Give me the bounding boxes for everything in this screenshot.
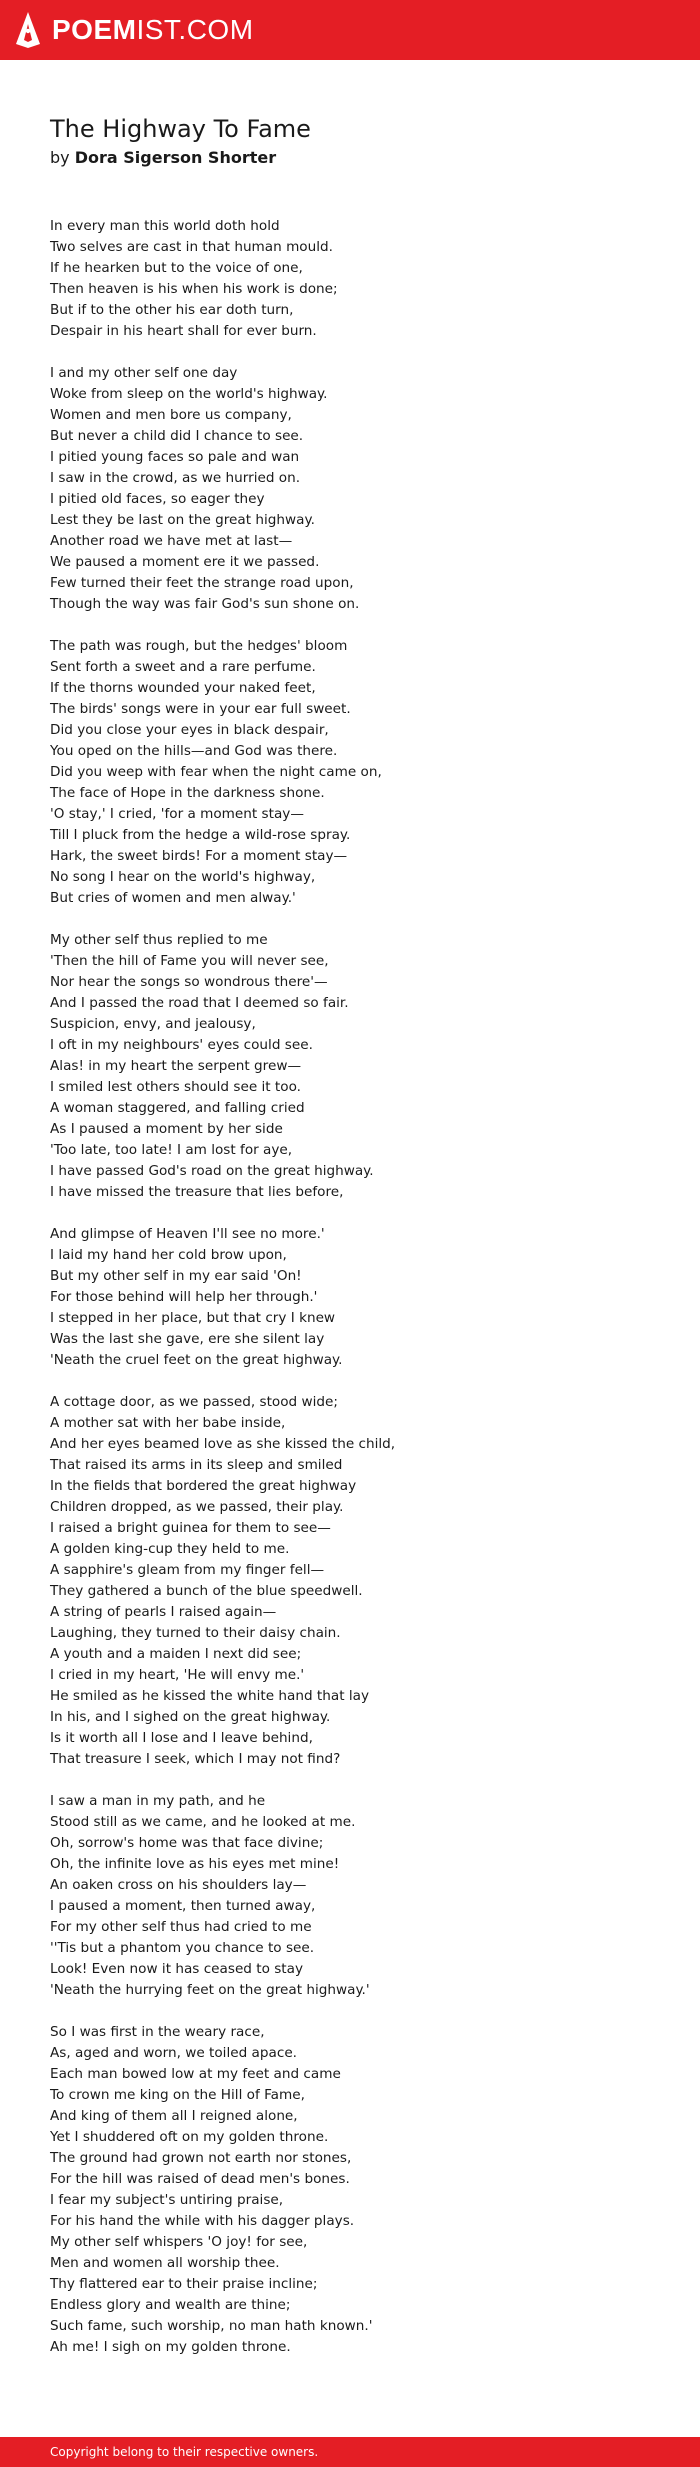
stanza — [50, 1791, 650, 2001]
poem-line: In every man this world doth hold — [50, 218, 280, 234]
poem-line: 'O stay,' I cried, 'for a moment stay— — [50, 806, 304, 822]
stanza — [50, 1392, 650, 1770]
poem-line: ''Tis but a phantom you chance to see. — [50, 1940, 315, 1956]
poem-line: Children dropped, as we passed, their play. — [50, 1499, 344, 1515]
poem-line: You oped on the hills—and God was there. — [50, 743, 338, 759]
poem-line: And glimpse of Heaven I'll see no more.' — [50, 1226, 325, 1242]
poem-line: The face of Hope in the darkness shone. — [50, 785, 325, 801]
poem-line: Though the way was fair God's sun shone on. — [50, 596, 360, 612]
poem-line: Till I pluck from the hedge a wild-rose spray. — [50, 827, 351, 843]
poem-line: That raised its arms in its sleep and smiled — [50, 1457, 343, 1473]
poem-line: Woke from sleep on the world's highway. — [50, 386, 328, 402]
poem-line: Each man bowed low at my feet and came — [50, 2066, 341, 2082]
footer — [0, 2437, 700, 2467]
poem-line: A youth and a maiden I next did see; — [50, 1646, 302, 1662]
stanza — [50, 636, 650, 909]
poem-line: A sapphire's gleam from my finger fell— — [50, 1562, 325, 1578]
poem-line: If he hearken but to the voice of one, — [50, 260, 303, 276]
stanza — [50, 363, 650, 615]
poem-line: For the hill was raised of dead men's bones. — [50, 2171, 350, 2187]
poem-line: For those behind will help her through.' — [50, 1289, 318, 1305]
poem-body — [50, 216, 650, 2358]
logo-text-light: IST.COM — [136, 14, 254, 45]
poem-line: I fear my subject's untiring praise, — [50, 2192, 284, 2208]
poem-line: A woman staggered, and falling cried — [50, 1100, 305, 1116]
by-label: by — [50, 148, 70, 167]
poem-line: Nor hear the songs so wondrous there'— — [50, 974, 328, 990]
poem-line: An oaken cross on his shoulders lay— — [50, 1877, 307, 1893]
stanza — [50, 2022, 650, 2358]
poem-line: Is it worth all I lose and I leave behind, — [50, 1730, 313, 1746]
poem-line: Stood still as we came, and he looked at me. — [50, 1814, 356, 1830]
poem-line: But if to the other his ear doth turn, — [50, 302, 294, 318]
poem-line: Lest they be last on the great highway. — [50, 512, 315, 528]
poem-line: He smiled as he kissed the white hand that lay — [50, 1688, 370, 1704]
poem-line: Look! Even now it has ceased to stay — [50, 1961, 304, 1977]
poem-line: 'Then the hill of Fame you will never see, — [50, 953, 329, 969]
poem-line: The path was rough, but the hedges' bloom — [50, 638, 348, 654]
poem-line: Yet I shuddered oft on my golden throne. — [50, 2129, 329, 2145]
poem-line: I paused a moment, then turned away, — [50, 1898, 316, 1914]
top-bar — [0, 0, 700, 60]
poem-line: And king of them all I reigned alone, — [50, 2108, 298, 2124]
poem-line: As, aged and worn, we toiled apace. — [50, 2045, 297, 2061]
poem-line: Two selves are cast in that human mould. — [50, 239, 333, 255]
poem-content — [50, 113, 650, 2379]
poem-line: In the fields that bordered the great highway — [50, 1478, 357, 1494]
stanza — [50, 1224, 650, 1371]
poem-line: Such fame, such worship, no man hath known.' — [50, 2318, 373, 2334]
poem-line: I pitied young faces so pale and wan — [50, 449, 300, 465]
poem-line: Was the last she gave, ere she silent lay — [50, 1331, 325, 1347]
poem-line: Endless glory and wealth are thine; — [50, 2297, 291, 2313]
poem-line: No song I hear on the world's highway, — [50, 869, 316, 885]
poem-line: I have missed the treasure that lies before, — [50, 1184, 344, 1200]
poem-line: To crown me king on the Hill of Fame, — [50, 2087, 305, 2103]
poem-line: They gathered a bunch of the blue speedwell. — [50, 1583, 363, 1599]
poem-line: Then heaven is his when his work is done; — [50, 281, 338, 297]
poem-line: I laid my hand her cold brow upon, — [50, 1247, 287, 1263]
poem-line: My other self whispers 'O joy! for see, — [50, 2234, 308, 2250]
poem-line: A mother sat with her babe inside, — [50, 1415, 286, 1431]
poem-line: A golden king-cup they held to me. — [50, 1541, 290, 1557]
poem-line: But my other self in my ear said 'On! — [50, 1268, 302, 1284]
poem-line: I and my other self one day — [50, 365, 238, 381]
poem-line: Alas! in my heart the serpent grew— — [50, 1058, 302, 1074]
poem-line: I saw in the crowd, as we hurried on. — [50, 470, 301, 486]
poem-line: That treasure I seek, which I may not find? — [50, 1751, 341, 1767]
poem-title: The Highway To Fame — [50, 115, 311, 143]
poem-line: As I paused a moment by her side — [50, 1121, 283, 1137]
poem-line: A cottage door, as we passed, stood wide; — [50, 1394, 338, 1410]
stanza — [50, 216, 650, 342]
poem-line: The ground had grown not earth nor stones, — [50, 2150, 352, 2166]
poem-line: Another road we have met at last— — [50, 533, 293, 549]
poem-line: Hark, the sweet birds! For a moment stay— — [50, 848, 348, 864]
poem-line: Oh, sorrow's home was that face divine; — [50, 1835, 324, 1851]
copyright-text: Copyright belong to their respective owners. — [50, 2445, 319, 2459]
poem-line: In his, and I sighed on the great highway. — [50, 1709, 331, 1725]
poem-line: For his hand the while with his dagger plays. — [50, 2213, 355, 2229]
author-link[interactable]: Dora Sigerson Shorter — [74, 148, 277, 167]
poem-line: And I passed the road that I deemed so fair. — [50, 995, 349, 1011]
poem-line: Oh, the infinite love as his eyes met mine! — [50, 1856, 340, 1872]
poem-line: For my other self thus had cried to me — [50, 1919, 312, 1935]
byline — [50, 147, 650, 169]
poem-line: Did you weep with fear when the night came on, — [50, 764, 382, 780]
poem-line: I saw a man in my path, and he — [50, 1793, 266, 1809]
poem-line: But cries of women and men alway.' — [50, 890, 296, 906]
poem-line: I stepped in her place, but that cry I knew — [50, 1310, 336, 1326]
logo-text — [52, 10, 254, 50]
poem-line: I raised a bright guinea for them to see— — [50, 1520, 331, 1536]
pen-nib-icon — [14, 10, 42, 50]
poem-line: So I was first in the weary race, — [50, 2024, 265, 2040]
poem-line: Thy flattered ear to their praise incline; — [50, 2276, 318, 2292]
poem-line: I oft in my neighbours' eyes could see. — [50, 1037, 313, 1053]
poem-line: But never a child did I chance to see. — [50, 428, 304, 444]
poem-line: I pitied old faces, so eager they — [50, 491, 265, 507]
poemist-logo[interactable] — [14, 10, 254, 50]
poem-line: Sent forth a sweet and a rare perfume. — [50, 659, 316, 675]
poem-line: 'Neath the hurrying feet on the great highway.' — [50, 1982, 370, 1998]
poem-line: I smiled lest others should see it too. — [50, 1079, 301, 1095]
poem-line: Ah me! I sigh on my golden throne. — [50, 2339, 291, 2355]
poem-line: I cried in my heart, 'He will envy me.' — [50, 1667, 305, 1683]
poem-line: Laughing, they turned to their daisy chain. — [50, 1625, 341, 1641]
poem-line: A string of pearls I raised again— — [50, 1604, 277, 1620]
poem-line: 'Neath the cruel feet on the great highway. — [50, 1352, 343, 1368]
logo-text-bold: POEM — [52, 14, 137, 45]
poem-line: Did you close your eyes in black despair, — [50, 722, 329, 738]
poem-line: Men and women all worship thee. — [50, 2255, 280, 2271]
poem-line: My other self thus replied to me — [50, 932, 268, 948]
stanza — [50, 930, 650, 1203]
poem-line: Few turned their feet the strange road upon, — [50, 575, 354, 591]
poem-line: 'Too late, too late! I am lost for aye, — [50, 1142, 293, 1158]
poem-line: We paused a moment ere it we passed. — [50, 554, 320, 570]
poem-line: If the thorns wounded your naked feet, — [50, 680, 316, 696]
poem-line: And her eyes beamed love as she kissed the child, — [50, 1436, 396, 1452]
poem-line: Women and men bore us company, — [50, 407, 292, 423]
poem-line: I have passed God's road on the great highway. — [50, 1163, 374, 1179]
poem-line: Despair in his heart shall for ever burn. — [50, 323, 317, 339]
poem-line: The birds' songs were in your ear full sweet. — [50, 701, 351, 717]
poem-line: Suspicion, envy, and jealousy, — [50, 1016, 256, 1032]
